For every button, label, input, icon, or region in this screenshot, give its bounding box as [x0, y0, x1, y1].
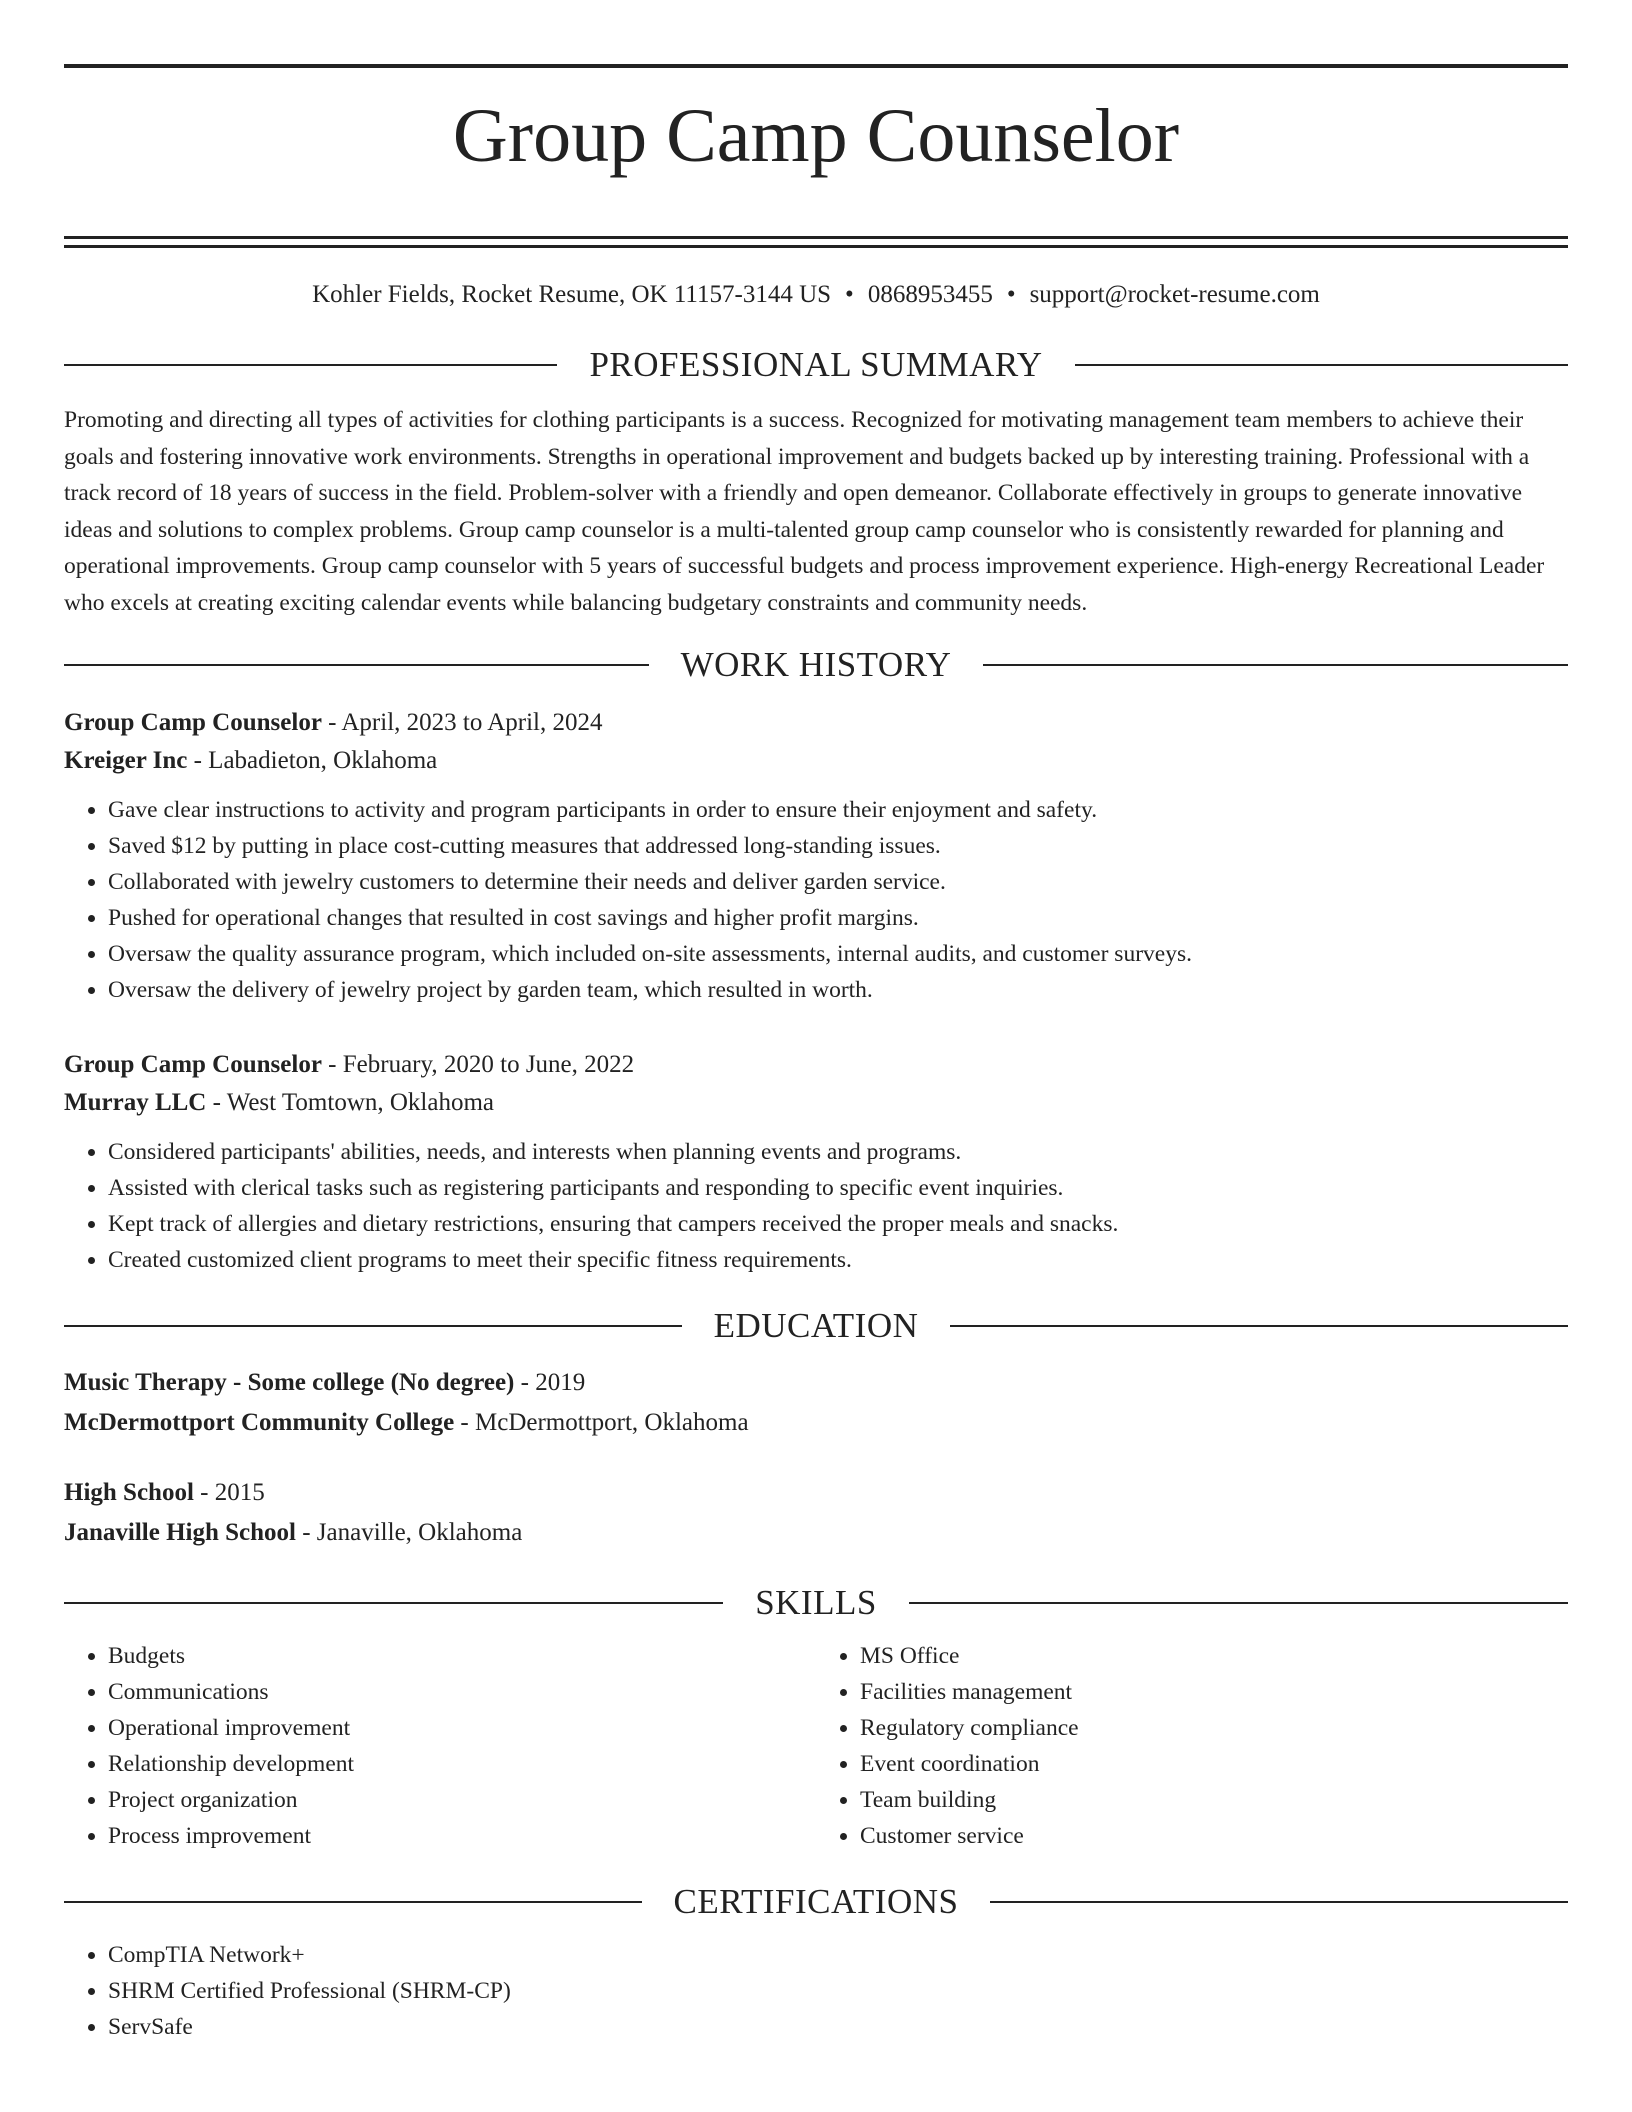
summary-text: Promoting and directing all types of activities for clothing participants is a success. Recognized for motivating management team members to achieve their goals and fostering innovative work environments. Strengths in operational improvement and budgets backed up by interesting training. Professional with a track record of 18 years of success in the field. Problem-solver with a friendly and open demeanor. Collaborate effectively in groups to generate innovative ideas and solutions to complex problems. Group camp counselor is a multi-talented group camp counselor who is consistently rewarded for planning and operational improvements. Group camp counselor with 5 years of successful budgets and process improvement experience. High-energy Recreational Leader who excels at creating exciting calendar events while balancing budgetary constraints and community needs. — [64, 407, 1545, 616]
skill-item: • Relationship development — [108, 1746, 816, 1782]
certifications-list — [64, 1937, 1568, 2045]
contact-line — [64, 282, 1568, 307]
list-item: • Gave clear instructions to activity and program participants in order to ensure their enjoyment and safety. — [108, 792, 1568, 828]
skill-item: • Process improvement — [108, 1818, 816, 1854]
section-header-certifications — [64, 1884, 1568, 1919]
resume-name: Group Camp Counselor — [452, 94, 1180, 178]
contact-separator: • — [845, 281, 854, 308]
job-dates: - April, 2023 to April, 2024 — [321, 709, 603, 736]
certification-item: • ServSafe — [108, 2009, 1568, 2045]
section-rule — [64, 1325, 682, 1327]
section-rule — [64, 664, 649, 666]
contact-separator: • — [1006, 281, 1016, 308]
skill-item: • Communications — [108, 1674, 816, 1710]
list-item: • Kept track of allergies and dietary restrictions, ensuring that campers received the proper meals and snacks. — [108, 1206, 1568, 1242]
section-title: SKILLS — [755, 1583, 877, 1622]
list-item: • Pushed for operational changes that resulted in cost savings and higher profit margins. — [108, 900, 1568, 936]
job-company-line — [64, 742, 1568, 780]
job-bullets — [64, 792, 1568, 1008]
job-entry — [64, 704, 1568, 1008]
list-item: • Saved $12 by putting in place cost-cutting measures that addressed long-standing issues. — [108, 828, 1568, 864]
list-item: • Collaborated with jewelry customers to determine their needs and deliver garden service. — [108, 864, 1568, 900]
section-rule — [909, 1602, 1568, 1604]
job-company-line — [64, 1084, 1568, 1122]
education-degree-line — [64, 1363, 1568, 1403]
section-rule — [983, 664, 1568, 666]
education-location: - McDermottport, Oklahoma — [454, 1409, 749, 1436]
skill-item: • Budgets — [108, 1638, 816, 1674]
education-degree: High School — [64, 1479, 194, 1506]
resume-page — [64, 64, 1568, 2045]
job-company: Kreiger Inc — [64, 747, 188, 774]
job-location: - Labadieton, Oklahoma — [187, 747, 438, 774]
job-title-line — [64, 1046, 1568, 1084]
section-header-education — [64, 1308, 1568, 1343]
job-entry — [64, 1046, 1568, 1278]
job-location: - West Tomtown, Oklahoma — [206, 1089, 495, 1116]
education-degree-line — [64, 1473, 1568, 1513]
list-item: • Oversaw the quality assurance program, which included on-site assessments, internal audits, and customer surveys. — [108, 936, 1568, 972]
education-year: - 2015 — [193, 1479, 265, 1506]
education-degree: Music Therapy - Some college (No degree) — [64, 1369, 515, 1396]
education-school-line — [64, 1513, 1568, 1553]
skill-item: • Customer service — [860, 1818, 1568, 1854]
job-company: Murray LLC — [64, 1089, 207, 1116]
contact-address: Kohler Fields, Rocket Resume, OK 11157-3144 US — [312, 281, 832, 308]
job-bullets — [64, 1134, 1568, 1278]
education-year: - 2019 — [514, 1369, 586, 1396]
section-rule — [64, 1901, 642, 1903]
skill-item: • MS Office — [860, 1638, 1568, 1674]
job-title: Group Camp Counselor — [64, 709, 322, 736]
education-school: Janaville High School — [64, 1519, 296, 1546]
skills-list-left — [64, 1638, 816, 1854]
list-item: • Considered participants' abilities, needs, and interests when planning events and programs. — [108, 1134, 1568, 1170]
skill-item: • Project organization — [108, 1782, 816, 1818]
section-title: PROFESSIONAL SUMMARY — [589, 345, 1043, 384]
section-header-work — [64, 647, 1568, 682]
section-rule — [64, 1602, 723, 1604]
skill-item: • Event coordination — [860, 1746, 1568, 1782]
education-location: - Janaville, Oklahoma — [295, 1519, 523, 1546]
double-rule — [64, 236, 1568, 248]
certification-item: • CompTIA Network+ — [108, 1937, 1568, 1973]
education-school-line — [64, 1403, 1568, 1443]
skills-grid — [64, 1638, 1568, 1854]
list-item: • Oversaw the delivery of jewelry project by garden team, which resulted in worth. — [108, 972, 1568, 1008]
section-header-summary — [64, 347, 1568, 382]
top-rule — [64, 64, 1568, 68]
skill-item: • Team building — [860, 1782, 1568, 1818]
section-rule — [950, 1325, 1568, 1327]
section-title: WORK HISTORY — [680, 645, 952, 684]
list-item: • Assisted with clerical tasks such as registering participants and responding to specific event inquiries. — [108, 1170, 1568, 1206]
certification-item: • SHRM Certified Professional (SHRM-CP) — [108, 1973, 1568, 2009]
contact-email[interactable]: support@rocket-resume.com — [1029, 281, 1320, 308]
section-title: EDUCATION — [713, 1306, 919, 1345]
skill-item: • Regulatory compliance — [860, 1710, 1568, 1746]
job-title-line — [64, 704, 1568, 742]
section-rule — [64, 364, 557, 366]
job-dates: - February, 2020 to June, 2022 — [321, 1051, 635, 1078]
education-entry — [64, 1363, 1568, 1443]
skill-item: • Facilities management — [860, 1674, 1568, 1710]
education-entry — [64, 1473, 1568, 1553]
skills-list-right — [816, 1638, 1568, 1854]
section-header-skills — [64, 1585, 1568, 1620]
contact-phone[interactable]: 0868953455 — [867, 281, 993, 308]
skill-item: • Operational improvement — [108, 1710, 816, 1746]
section-rule — [1075, 364, 1568, 366]
list-item: • Created customized client programs to meet their specific fitness requirements. — [108, 1242, 1568, 1278]
section-title: CERTIFICATIONS — [673, 1882, 959, 1921]
education-school: McDermottport Community College — [64, 1409, 455, 1436]
section-rule — [990, 1901, 1568, 1903]
job-title: Group Camp Counselor — [64, 1051, 322, 1078]
